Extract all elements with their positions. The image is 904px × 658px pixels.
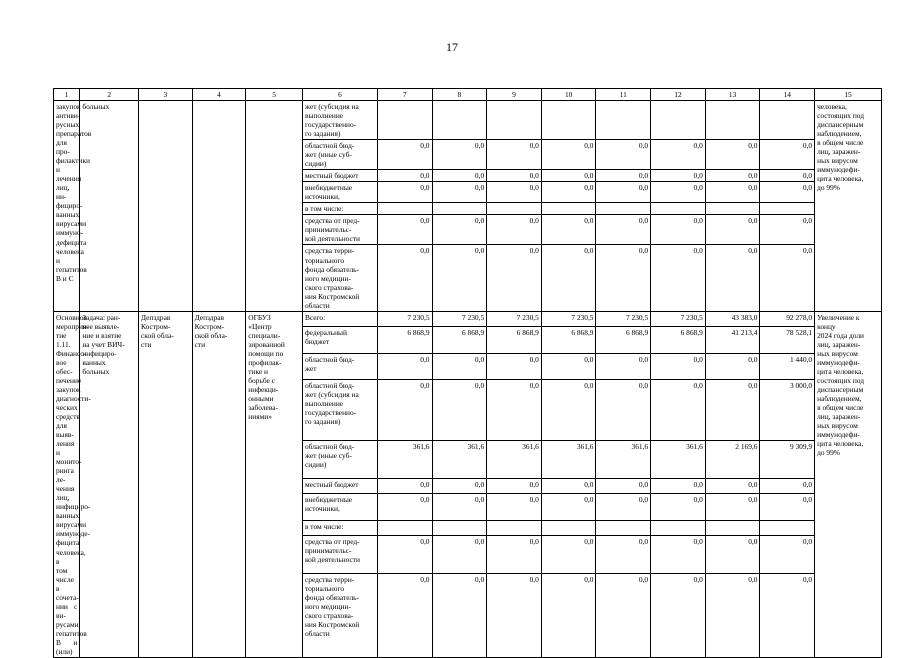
amount-cell: 0,0: [377, 574, 432, 658]
amount-cell: 0,0: [541, 536, 596, 574]
amount-cell: 361,6: [432, 441, 487, 479]
amount-cell: 0,0: [760, 245, 815, 311]
amount-cell: 41 213,4: [705, 326, 760, 353]
amount-cell: 0,0: [705, 353, 760, 380]
amount-cell: 0,0: [651, 353, 706, 380]
amount-cell: 0,0: [760, 574, 815, 658]
coordinator-cell: [139, 101, 193, 312]
indicator-cell: человека, состоящих под диспансерным наблюдением, в общем числе лиц, заражен- ных вирусом иммунодефи- цита человека, до 99%: [815, 101, 882, 312]
amount-cell: 0,0: [705, 494, 760, 521]
program-table: [53, 88, 882, 658]
amount-cell: 0,0: [760, 479, 815, 494]
amount-cell: 361,6: [541, 441, 596, 479]
amount-cell: 0,0: [487, 140, 542, 170]
amount-cell: [541, 203, 596, 215]
budget-row: [54, 101, 882, 140]
amount-cell: 0,0: [596, 245, 651, 311]
amount-cell: [487, 203, 542, 215]
amount-cell: 0,0: [760, 182, 815, 203]
amount-cell: 0,0: [760, 536, 815, 574]
funding-source-cell: федеральный бюджет: [302, 326, 377, 353]
amount-cell: 0,0: [651, 245, 706, 311]
amount-cell: [377, 203, 432, 215]
amount-cell: 0,0: [651, 536, 706, 574]
amount-cell: 0,0: [705, 170, 760, 182]
funding-source-cell: в том числе:: [302, 520, 377, 535]
budget-row: [54, 311, 882, 326]
amount-cell: 0,0: [596, 479, 651, 494]
amount-cell: [705, 203, 760, 215]
page-number: 17: [446, 40, 458, 54]
amount-cell: 0,0: [651, 215, 706, 245]
amount-cell: 0,0: [487, 353, 542, 380]
amount-cell: 361,6: [651, 441, 706, 479]
amount-cell: 0,0: [596, 182, 651, 203]
amount-cell: [705, 101, 760, 140]
amount-cell: 0,0: [432, 182, 487, 203]
amount-cell: 0,0: [651, 140, 706, 170]
amount-cell: 0,0: [377, 170, 432, 182]
amount-cell: 0,0: [541, 140, 596, 170]
amount-cell: 0,0: [705, 182, 760, 203]
amount-cell: [432, 520, 487, 535]
amount-cell: 0,0: [487, 170, 542, 182]
column-number-cell: 14: [760, 89, 815, 101]
funding-source-cell: средства терри- ториального фонда обязатель- ного медицин- ского страхова- ния Костромской области: [302, 574, 377, 658]
amount-cell: 0,0: [705, 574, 760, 658]
column-number-cell: 7: [377, 89, 432, 101]
amount-cell: 0,0: [432, 536, 487, 574]
amount-cell: 0,0: [705, 140, 760, 170]
amount-cell: [596, 203, 651, 215]
amount-cell: 0,0: [377, 140, 432, 170]
amount-cell: 0,0: [432, 494, 487, 521]
amount-cell: 7 230,5: [596, 311, 651, 326]
executor-cell: ОГБУЗ «Центр специали- зированной помощи по профилак- тике и борьбе с инфекци- онными заболева- ниями»: [246, 311, 303, 657]
funding-source-cell: в том числе:: [302, 203, 377, 215]
column-number-cell: 15: [815, 89, 882, 101]
amount-cell: 0,0: [596, 380, 651, 441]
amount-cell: [651, 101, 706, 140]
amount-cell: 0,0: [487, 215, 542, 245]
column-number-cell: 12: [651, 89, 706, 101]
amount-cell: [487, 520, 542, 535]
amount-cell: 0,0: [487, 494, 542, 521]
amount-cell: 0,0: [651, 574, 706, 658]
funding-source-cell: внебюджетные источники,: [302, 182, 377, 203]
funding-source-cell: средства от пред- принимательс- кой деятельности: [302, 536, 377, 574]
amount-cell: 6 868,9: [651, 326, 706, 353]
amount-cell: 0,0: [651, 380, 706, 441]
amount-cell: 6 868,9: [596, 326, 651, 353]
amount-cell: 3 000,0: [760, 380, 815, 441]
executor-cell: [246, 101, 303, 312]
column-number-cell: 9: [487, 89, 542, 101]
indicator-cell: Увеличение к концу 2024 года доли лиц, заражен- ных вирусом иммунодефи- цита человека, состоящих под диспансерным наблюдением, в общем числе лиц, заражен- ных вирусом иммунодефи- цита человека, до 99%: [815, 311, 882, 657]
amount-cell: 0,0: [432, 215, 487, 245]
amount-cell: 0,0: [596, 140, 651, 170]
amount-cell: 0,0: [377, 245, 432, 311]
activity-name-cell: Основное мероприя- тие 1.11. Финансо- вое обес- печение закупок диагности- ческих средств для выяв- ления и монито- ринга ле- чения лиц, инфициро- ванных вирусами иммуноде- фицита человека, в том числе в сочета- нии с ви- русами гепатитов В и (или): [54, 311, 80, 657]
amount-cell: 0,0: [432, 140, 487, 170]
amount-cell: 0,0: [487, 245, 542, 311]
amount-cell: [760, 101, 815, 140]
amount-cell: 9 309,9: [760, 441, 815, 479]
amount-cell: 0,0: [432, 574, 487, 658]
funding-source-cell: областной бюд- жет: [302, 353, 377, 380]
amount-cell: 92 278,0: [760, 311, 815, 326]
amount-cell: 0,0: [651, 494, 706, 521]
amount-cell: 0,0: [596, 170, 651, 182]
amount-cell: 0,0: [432, 353, 487, 380]
funding-source-cell: областной бюд- жет (иные суб- сидии): [302, 441, 377, 479]
activity-name-cell: закупок антиви- русных препаратов для про- филактики и лечения лиц, ин- фициро- ванных вирусами иммуно- дефицита человека и гепатитов В и С: [54, 101, 80, 312]
funding-source-cell: местный бюджет: [302, 170, 377, 182]
amount-cell: 6 868,9: [487, 326, 542, 353]
amount-cell: 6 868,9: [432, 326, 487, 353]
amount-cell: 0,0: [705, 536, 760, 574]
amount-cell: [596, 520, 651, 535]
amount-cell: [432, 203, 487, 215]
amount-cell: 0,0: [377, 479, 432, 494]
column-number-cell: 5: [246, 89, 303, 101]
funding-source-cell: средства терри- ториального фонда обязатель- ного медицин- ского страхова- ния Костромской области: [302, 245, 377, 311]
funding-source-cell: областной бюд- жет (иные суб- сидии): [302, 140, 377, 170]
amount-cell: 361,6: [596, 441, 651, 479]
column-number-cell: 4: [192, 89, 246, 101]
amount-cell: 0,0: [377, 380, 432, 441]
amount-cell: 0,0: [596, 353, 651, 380]
amount-cell: 0,0: [541, 494, 596, 521]
funding-source-cell: областной бюд- жет (субсидия на выполнение государственно- го задания): [302, 380, 377, 441]
amount-cell: [651, 520, 706, 535]
amount-cell: [705, 520, 760, 535]
amount-cell: 0,0: [432, 380, 487, 441]
amount-cell: 0,0: [541, 170, 596, 182]
amount-cell: 0,0: [760, 494, 815, 521]
amount-cell: 0,0: [651, 170, 706, 182]
amount-cell: [760, 203, 815, 215]
funding-source-cell: местный бюджет: [302, 479, 377, 494]
task-cell: больных: [80, 101, 139, 312]
amount-cell: 0,0: [487, 380, 542, 441]
column-number-cell: 1: [54, 89, 80, 101]
amount-cell: 0,0: [596, 494, 651, 521]
amount-cell: [432, 101, 487, 140]
amount-cell: 0,0: [432, 170, 487, 182]
funding-source-cell: Всего:: [302, 311, 377, 326]
amount-cell: 0,0: [487, 574, 542, 658]
amount-cell: 1 440,0: [760, 353, 815, 380]
column-number-cell: 10: [541, 89, 596, 101]
amount-cell: 0,0: [487, 536, 542, 574]
amount-cell: 0,0: [705, 380, 760, 441]
amount-cell: 0,0: [541, 215, 596, 245]
column-number-cell: 6: [302, 89, 377, 101]
amount-cell: 0,0: [541, 574, 596, 658]
amount-cell: 0,0: [596, 574, 651, 658]
amount-cell: 0,0: [541, 182, 596, 203]
amount-cell: [377, 520, 432, 535]
amount-cell: 2 169,6: [705, 441, 760, 479]
amount-cell: 7 230,5: [487, 311, 542, 326]
amount-cell: 0,0: [377, 215, 432, 245]
amount-cell: 7 230,5: [541, 311, 596, 326]
column-number-cell: 3: [139, 89, 193, 101]
column-number-cell: 11: [596, 89, 651, 101]
amount-cell: 0,0: [651, 479, 706, 494]
amount-cell: 43 383,0: [705, 311, 760, 326]
amount-cell: [596, 101, 651, 140]
amount-cell: 0,0: [377, 353, 432, 380]
amount-cell: 78 528,1: [760, 326, 815, 353]
amount-cell: 0,0: [432, 245, 487, 311]
task-cell: Задача: ран- нее выявле- ние и взятие на учет ВИЧ- инфициро- ванных больных: [80, 311, 139, 657]
column-number-cell: 8: [432, 89, 487, 101]
amount-cell: 0,0: [596, 215, 651, 245]
funding-source-cell: средства от пред- принимательс- кой деятельности: [302, 215, 377, 245]
amount-cell: 0,0: [760, 140, 815, 170]
amount-cell: [760, 520, 815, 535]
amount-cell: 0,0: [596, 536, 651, 574]
amount-cell: 0,0: [760, 170, 815, 182]
amount-cell: 0,0: [705, 479, 760, 494]
amount-cell: [487, 101, 542, 140]
amount-cell: 0,0: [377, 182, 432, 203]
amount-cell: 0,0: [651, 182, 706, 203]
funding-source-cell: внебюджетные источники,: [302, 494, 377, 521]
amount-cell: 0,0: [760, 215, 815, 245]
funding-source-cell: жет (субсидия на выполнение государственно- го задания): [302, 101, 377, 140]
amount-cell: [377, 101, 432, 140]
amount-cell: 0,0: [487, 479, 542, 494]
amount-cell: 0,0: [541, 245, 596, 311]
amount-cell: 0,0: [377, 494, 432, 521]
amount-cell: 0,0: [487, 182, 542, 203]
amount-cell: 0,0: [541, 380, 596, 441]
amount-cell: 7 230,5: [432, 311, 487, 326]
column-number-row: [54, 89, 882, 101]
amount-cell: 0,0: [432, 479, 487, 494]
coordinator-cell: Депздрав Костром- ской обла- сти: [139, 311, 193, 657]
responsible-cell: Депздрав Костром- ской обла- сти: [192, 311, 246, 657]
amount-cell: 0,0: [377, 536, 432, 574]
amount-cell: [541, 101, 596, 140]
amount-cell: 361,6: [487, 441, 542, 479]
amount-cell: 0,0: [705, 215, 760, 245]
amount-cell: 361,6: [377, 441, 432, 479]
amount-cell: 0,0: [541, 353, 596, 380]
column-number-cell: 2: [80, 89, 139, 101]
amount-cell: 0,0: [705, 245, 760, 311]
amount-cell: 6 868,9: [377, 326, 432, 353]
amount-cell: 7 230,5: [377, 311, 432, 326]
amount-cell: [541, 520, 596, 535]
amount-cell: 0,0: [541, 479, 596, 494]
amount-cell: 7 230,5: [651, 311, 706, 326]
amount-cell: 6 868,9: [541, 326, 596, 353]
responsible-cell: [192, 101, 246, 312]
column-number-cell: 13: [705, 89, 760, 101]
amount-cell: [651, 203, 706, 215]
